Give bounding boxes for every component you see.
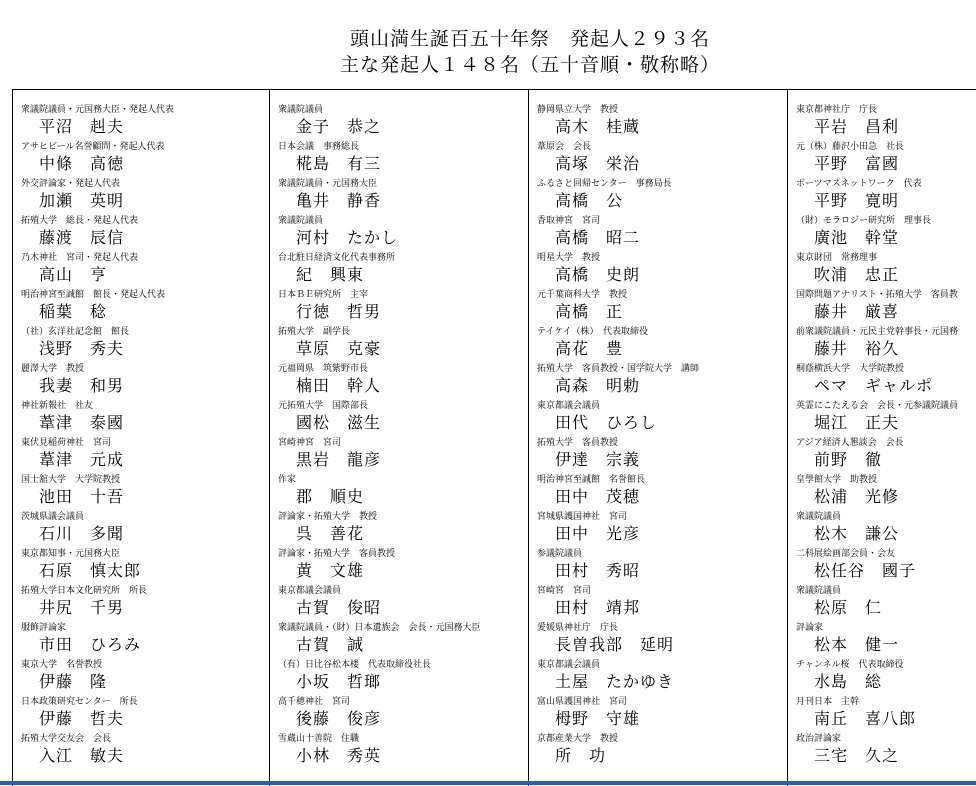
promoter-role: 作家 [278, 475, 297, 485]
promoter-name: 松木 謙公 [814, 524, 900, 543]
promoter-name: 土屋 たかゆき [555, 672, 675, 691]
promoter-role: 東京財団 常務理事 [796, 253, 878, 263]
promoter-entry [278, 215, 528, 252]
promoter-role: 東伏見稲荷神社 宮司 [21, 438, 112, 448]
promoter-role: 富山県護国神社 宮司 [537, 697, 628, 707]
promoter-name: 三宅 久之 [814, 746, 900, 765]
promoter-name: 金子 恭之 [296, 117, 382, 136]
promoter-entry [796, 474, 976, 511]
promoter-role: 高千穂神社 宮司 [278, 697, 351, 707]
promoter-entry [537, 104, 787, 141]
promoter-role: 日本ＢＥ研究所 主宰 [278, 290, 369, 300]
promoter-entry [278, 178, 528, 215]
promoter-role: 元千葉商科大学 教授 [537, 290, 628, 300]
promoter-entry [21, 178, 269, 215]
promoter-role: 皇學館大学 助教授 [796, 475, 878, 485]
page-title: 頭山満生誕百五十年祭 発起人２９３名 [349, 28, 710, 50]
promoter-name: 高橋 昭二 [555, 228, 641, 247]
promoter-name: 高花 豊 [555, 339, 624, 358]
promoter-entry [537, 363, 787, 400]
promoter-name: 藤井 裕久 [814, 339, 900, 358]
promoter-role: 月刊日本 主幹 [796, 697, 860, 707]
promoter-name: 所 功 [555, 746, 607, 765]
promoter-role: 東京都議会議員 [537, 401, 601, 411]
promoter-role: ボーツマスネットワーク 代表 [796, 179, 922, 189]
promoter-name: 黄 文雄 [296, 561, 365, 580]
promoter-name: 葦津 元成 [39, 450, 125, 469]
promoter-role: 衆議院議員・（財）日本遺族会 会長・元国務大臣 [278, 623, 481, 633]
promoter-entry [21, 141, 269, 178]
promoter-name: 後藤 俊彦 [296, 709, 382, 728]
promoter-role: 東京大学 名誉教授 [21, 660, 103, 670]
promoter-name: 高橋 史朗 [555, 265, 641, 284]
promoter-name: 藤井 厳喜 [814, 302, 900, 321]
window-bottom-bar [0, 781, 976, 785]
promoter-role: 宮城県護国神社 宮司 [537, 512, 628, 522]
promoter-role: 葦原会 会長 [537, 142, 592, 152]
promoter-role: 衆議院議員 [796, 512, 842, 522]
promoter-name: 石原 慎太郎 [39, 561, 142, 580]
promoter-role: 評論家・拓殖大学 客員教授 [278, 549, 396, 559]
promoter-entry [21, 326, 269, 363]
promoters-column-1 [13, 90, 270, 786]
promoter-name: 堀江 正夫 [814, 413, 900, 432]
promoter-role: 香取神宮 宮司 [537, 216, 601, 226]
promoter-role: 政治評論家 [796, 734, 842, 744]
promoter-name: 加瀬 英明 [39, 191, 125, 210]
promoter-entry [21, 437, 269, 474]
promoter-entry [796, 622, 976, 659]
promoter-entry [796, 659, 976, 696]
promoter-role: 衆議院議員 [278, 216, 324, 226]
promoter-entry [537, 511, 787, 548]
promoter-name: 高木 桂蔵 [555, 117, 641, 136]
promoter-role: 東京都議会議員 [278, 586, 342, 596]
promoter-name: 草原 克豪 [296, 339, 382, 358]
promoter-role: 元拓殖大学 国際部長 [278, 401, 369, 411]
promoter-entry [21, 622, 269, 659]
promoter-role: 乃木神社 宮司・発起人代表 [21, 253, 139, 263]
promoter-entry [278, 104, 528, 141]
promoter-role: 拓殖大学 客員教授・国学院大学 講師 [537, 364, 700, 374]
promoter-entry [796, 104, 976, 141]
promoter-name: 小坂 哲瑯 [296, 672, 382, 691]
promoter-entry [278, 622, 528, 659]
promoter-entry [796, 141, 976, 178]
promoter-role: ふるさと回帰センター 事務局長 [537, 179, 672, 189]
promoter-role: 参議院議員 [537, 549, 583, 559]
promoter-role: （社）玄洋社記念館 館長 [21, 327, 130, 337]
promoter-role: 麗澤大学 教授 [21, 364, 85, 374]
promoter-entry [537, 215, 787, 252]
promoter-role: 明治神宮至誠館 名誉館長 [537, 475, 646, 485]
promoter-entry [278, 659, 528, 696]
promoter-role: （有）日比谷松本楼 代表取締役社長 [278, 660, 432, 670]
promoter-name: 松原 仁 [814, 598, 883, 617]
promoter-role: 国際問題アナリスト・拓殖大学 客員教 [796, 290, 958, 300]
promoter-name: 葦津 泰國 [39, 413, 125, 432]
promoter-name: 石川 多聞 [39, 524, 125, 543]
promoter-role: 元福岡県 筑紫野市長 [278, 364, 369, 374]
promoter-name: 黒岩 龍彦 [296, 450, 382, 469]
promoter-role: 日本政策研究センター 所長 [21, 697, 138, 707]
promoter-name: 中條 高徳 [39, 154, 125, 173]
promoter-entry [21, 696, 269, 733]
promoter-role: 英霊にこたえる会 会長・元参議院議員 [796, 401, 959, 411]
promoter-role: 前衆議院議員・元民主党幹事長・元国務 [796, 327, 959, 337]
promoter-role: 神社新報社 社友 [21, 401, 94, 411]
promoter-name: 前野 徹 [814, 450, 883, 469]
promoter-entry [21, 252, 269, 289]
promoter-entry [537, 400, 787, 437]
promoter-role: 雪蔵山十善院 住職 [278, 734, 360, 744]
promoter-entry [796, 178, 976, 215]
promoter-name: 平野 寛明 [814, 191, 900, 210]
promoter-entry [796, 400, 976, 437]
promoter-name: 市田 ひろみ [39, 635, 142, 654]
promoter-name: 松任谷 國子 [814, 561, 917, 580]
promoter-name: 平沼 赳夫 [39, 117, 125, 136]
promoter-entry [21, 733, 269, 770]
promoter-role: 国士舘大学 大学院教授 [21, 475, 121, 485]
promoter-name: 我妻 和男 [39, 376, 125, 395]
promoter-role: 外交評論家・発起人代表 [21, 179, 121, 189]
promoter-role: 拓殖大学 客員教授 [537, 438, 619, 448]
promoter-role: 宮崎神宮 宮司 [278, 438, 342, 448]
promoter-name: 亀井 静香 [296, 191, 382, 210]
promoter-name: 郡 順史 [296, 487, 365, 506]
promoter-role: 東京都知事・元国務大臣 [21, 549, 121, 559]
promoter-role: 明星大学 教授 [537, 253, 601, 263]
promoter-role: 東京都議会議員 [537, 660, 601, 670]
document-header [0, 26, 976, 78]
promoter-entry [278, 696, 528, 733]
promoter-entry [796, 437, 976, 474]
promoter-role: 台北駐日経済文化代表事務所 [278, 253, 396, 263]
promoter-entry [278, 474, 528, 511]
promoter-name: 水島 総 [814, 672, 883, 691]
promoter-entry [537, 622, 787, 659]
promoters-table [12, 89, 976, 786]
promoter-entry [537, 252, 787, 289]
promoter-role: 衆議院議員 [278, 105, 324, 115]
promoter-name: 藤渡 辰信 [39, 228, 125, 247]
promoter-name: ペマ ギャルポ [814, 376, 934, 395]
promoter-entry [21, 215, 269, 252]
promoter-name: 平野 富國 [814, 154, 900, 173]
promoter-entry [21, 511, 269, 548]
promoter-entry [796, 548, 976, 585]
page-subtitle: 主な発起人１４８名（五十音順・敬称略） [339, 54, 720, 76]
promoter-entry [21, 104, 269, 141]
promoter-role: 服飾評論家 [21, 623, 67, 633]
promoter-entry [537, 141, 787, 178]
promoter-entry [21, 289, 269, 326]
promoter-name: 古賀 誠 [296, 635, 365, 654]
promoter-role: 拓殖大学交友会 会長 [21, 734, 112, 744]
promoter-entry [537, 474, 787, 511]
promoter-name: 呉 善花 [296, 524, 365, 543]
promoter-entry [796, 215, 976, 252]
promoter-role: テイケイ（株） 代表取締役 [537, 327, 649, 337]
promoter-name: 平岩 昌利 [814, 117, 900, 136]
promoter-entry [537, 585, 787, 622]
promoter-entry [796, 733, 976, 770]
promoter-entry [278, 733, 528, 770]
promoter-entry [278, 585, 528, 622]
promoter-role: 評論家 [796, 623, 824, 633]
promoter-role: 拓殖大学 副学長 [278, 327, 351, 337]
promoter-name: 栂野 守雄 [555, 709, 641, 728]
promoter-name: 田代 ひろし [555, 413, 658, 432]
promoter-name: 高橋 正 [555, 302, 624, 321]
promoter-entry [278, 289, 528, 326]
promoter-role: 拓殖大学 総長・発起人代表 [21, 216, 139, 226]
promoter-entry [21, 363, 269, 400]
promoter-name: 高塚 栄治 [555, 154, 641, 173]
promoter-role: 元（株）藤沢小田急 社長 [796, 142, 905, 152]
promoter-name: 廣池 幹堂 [814, 228, 900, 247]
promoter-name: 浅野 秀夫 [39, 339, 125, 358]
promoter-entry [796, 511, 976, 548]
promoter-entry [278, 326, 528, 363]
promoter-name: 小林 秀英 [296, 746, 382, 765]
promoter-name: 伊達 宗義 [555, 450, 641, 469]
promoter-name: 行徳 哲男 [296, 302, 382, 321]
promoter-entry [796, 696, 976, 733]
promoter-role: 東京都神社庁 庁長 [796, 105, 878, 115]
promoter-entry [537, 733, 787, 770]
promoter-role: 茨城県議会議員 [21, 512, 85, 522]
promoter-name: 伊藤 哲夫 [39, 709, 125, 728]
promoter-role: 京都産業大学 教授 [537, 734, 619, 744]
promoter-name: 松本 健一 [814, 635, 900, 654]
promoter-name: 椛島 有三 [296, 154, 382, 173]
promoter-name: 長曽我部 延明 [555, 635, 675, 654]
promoter-role: アサヒビール名誉顧問・発起人代表 [21, 142, 165, 152]
promoter-entry [537, 289, 787, 326]
promoter-name: 紀 興東 [296, 265, 365, 284]
promoter-entry [537, 696, 787, 733]
promoter-entry [278, 548, 528, 585]
promoter-name: 稲葉 稔 [39, 302, 108, 321]
promoter-entry [796, 363, 976, 400]
promoter-entry [537, 178, 787, 215]
promoter-entry [21, 400, 269, 437]
promoter-entry [796, 289, 976, 326]
promoter-entry [796, 585, 976, 622]
promoter-name: 高森 明勅 [555, 376, 641, 395]
promoter-entry [537, 437, 787, 474]
promoter-role: 桐蔭横浜大学 大学院教授 [796, 364, 905, 374]
promoter-entry [796, 252, 976, 289]
promoter-role: 拓殖大学日本文化研究所 所長 [21, 586, 148, 596]
promoter-name: 田中 茂穂 [555, 487, 641, 506]
promoter-role: 愛媛県神社庁 庁長 [537, 623, 619, 633]
promoter-entry [278, 437, 528, 474]
promoter-entry [796, 326, 976, 363]
promoter-role: アジア経済人懇談会 会長 [796, 438, 904, 448]
promoter-entry [537, 659, 787, 696]
promoter-name: 池田 十吾 [39, 487, 125, 506]
promoter-name: 高橋 公 [555, 191, 624, 210]
promoter-name: 井尻 千男 [39, 598, 125, 617]
promoter-role: 衆議院議員・元国務大臣 [278, 179, 378, 189]
promoters-column-3 [529, 90, 788, 786]
promoter-entry [278, 252, 528, 289]
promoter-name: 入江 敏夫 [39, 746, 125, 765]
promoter-entry [21, 585, 269, 622]
promoter-entry [278, 363, 528, 400]
promoter-name: 吹浦 忠正 [814, 265, 900, 284]
promoter-name: 伊藤 隆 [39, 672, 108, 691]
promoters-column-4 [788, 90, 976, 786]
promoter-entry [21, 659, 269, 696]
promoter-entry [537, 548, 787, 585]
promoter-role: 静岡県立大学 教授 [537, 105, 619, 115]
promoter-role: 日本会議 事務総長 [278, 142, 360, 152]
promoter-name: 國松 滋生 [296, 413, 382, 432]
promoter-entry [278, 400, 528, 437]
promoter-entry [21, 548, 269, 585]
promoters-column-2 [270, 90, 529, 786]
promoter-entry [537, 326, 787, 363]
promoter-name: 楠田 幹人 [296, 376, 382, 395]
promoter-role: 宮崎宮 宮司 [537, 586, 592, 596]
promoter-entry [278, 141, 528, 178]
promoter-role: 二科展絵画部会員・会友 [796, 549, 896, 559]
promoter-role: 評論家・拓殖大学 教授 [278, 512, 378, 522]
promoter-name: 高山 亨 [39, 265, 108, 284]
promoter-name: 南丘 喜八郎 [814, 709, 917, 728]
promoter-name: 田中 光彦 [555, 524, 641, 543]
promoter-name: 古賀 俊昭 [296, 598, 382, 617]
promoter-entry [21, 474, 269, 511]
promoter-role: （財）モラロジー研究所 理事長 [796, 216, 932, 226]
promoter-name: 河村 たかし [296, 228, 399, 247]
promoter-name: 田村 秀昭 [555, 561, 641, 580]
promoter-name: 田村 靖邦 [555, 598, 641, 617]
promoter-role: 衆議院議員・元国務大臣・発起人代表 [21, 105, 175, 115]
promoter-role: 明治神宮至誠館 館長・発起人代表 [21, 290, 166, 300]
promoter-name: 松浦 光修 [814, 487, 900, 506]
promoter-role: 衆議院議員 [796, 586, 842, 596]
promoter-entry [278, 511, 528, 548]
promoter-role: チャンネル桜 代表取締役 [796, 660, 904, 670]
